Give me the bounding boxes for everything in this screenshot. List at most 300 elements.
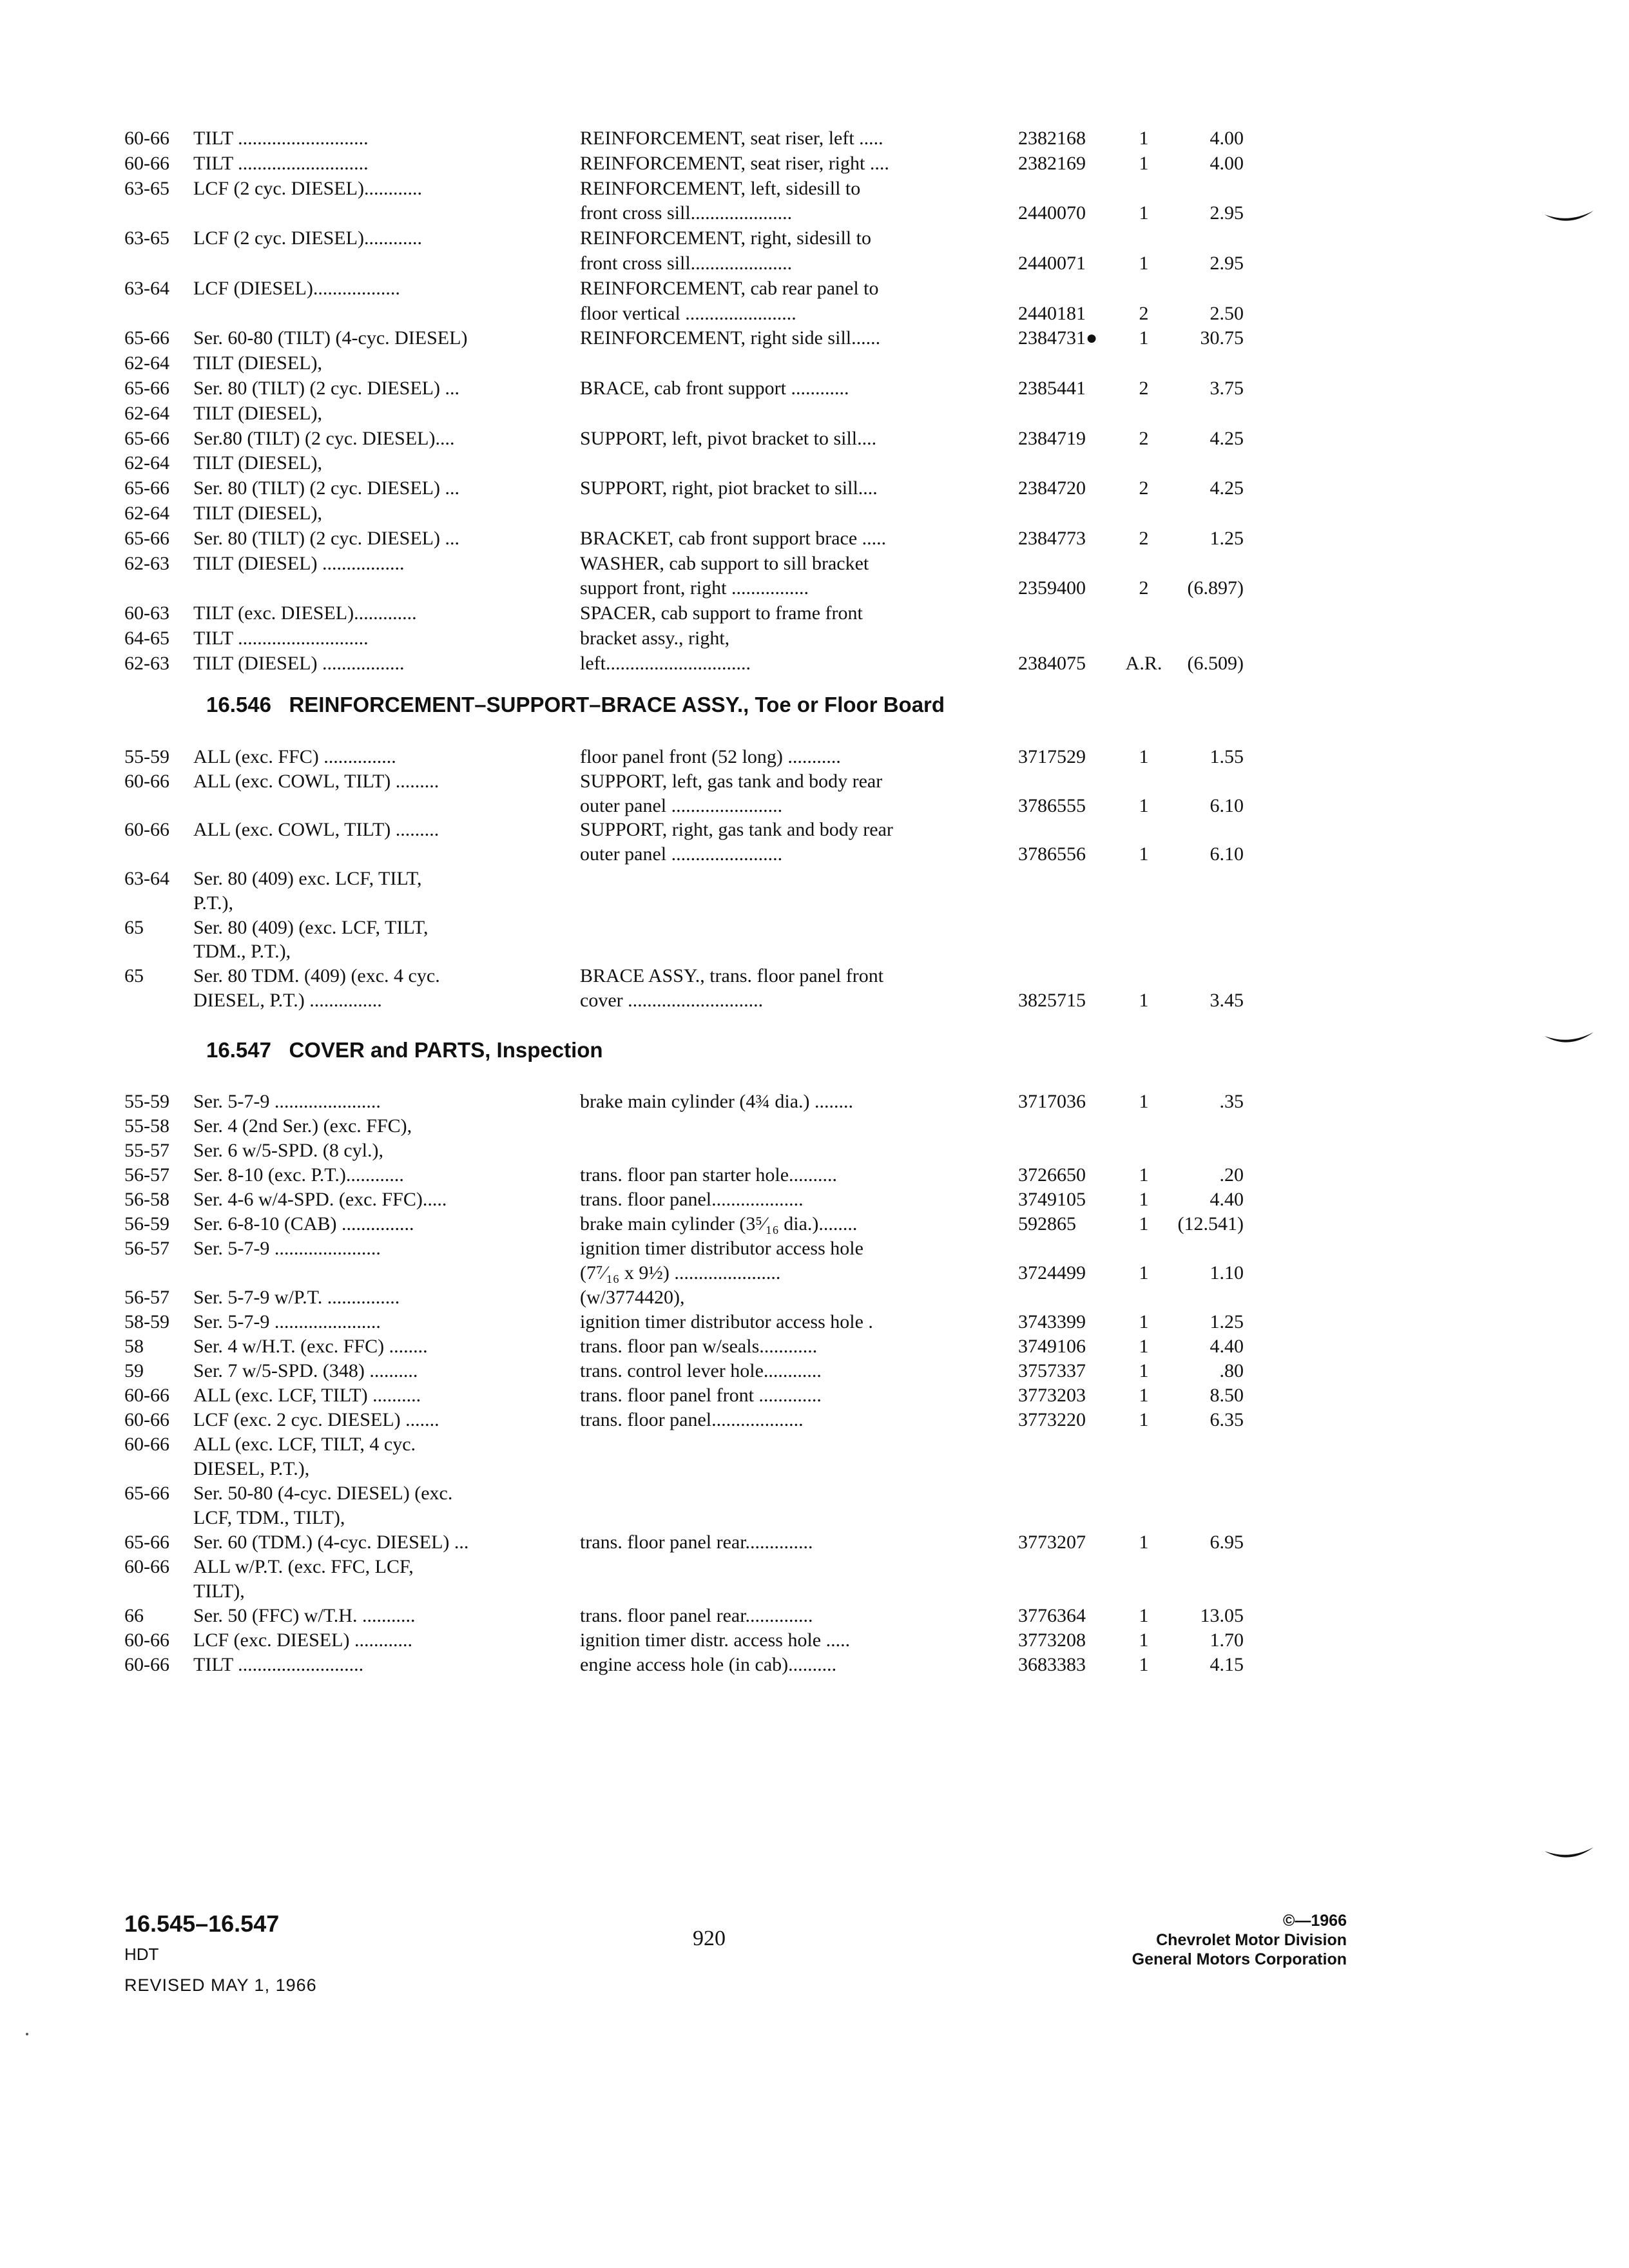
- series-applicability: TILT (DIESEL),: [193, 402, 322, 424]
- table-row: [0, 626, 1629, 651]
- table-row: [0, 1236, 1629, 1262]
- price: 1.10: [1210, 1262, 1244, 1283]
- year-range: 65-66: [124, 378, 169, 399]
- price: 2.95: [1210, 202, 1244, 224]
- price: 4.00: [1210, 152, 1244, 174]
- year-range: 62-64: [124, 503, 169, 524]
- part-description: BRACE, cab front support ............: [580, 378, 849, 399]
- part-description: floor vertical .......................: [580, 302, 796, 324]
- price: 1.70: [1210, 1629, 1244, 1651]
- series-applicability: Ser. 6 w/5-SPD. (8 cyl.),: [193, 1140, 383, 1161]
- year-range: 65: [124, 916, 144, 938]
- quantity: 1: [1139, 990, 1149, 1011]
- series-applicability: TILT (DIESEL) .................: [193, 552, 405, 574]
- table-row: [0, 1628, 1629, 1653]
- series-applicability: Ser. 8-10 (exc. P.T.)............: [193, 1164, 404, 1186]
- table-row: [0, 1407, 1629, 1433]
- part-description: REINFORCEMENT, right side sill......: [580, 327, 881, 349]
- part-number: 3717036: [1018, 1091, 1086, 1112]
- series-applicability: Ser. 80 (TILT) (2 cyc. DIESEL) ...: [193, 378, 459, 399]
- year-range: 56-57: [124, 1287, 169, 1308]
- table-row: [0, 1285, 1629, 1311]
- part-number: 3726650: [1018, 1164, 1086, 1186]
- part-description: trans. floor pan w/seals............: [580, 1336, 818, 1357]
- year-range: 60-66: [124, 152, 169, 174]
- part-number: 3749106: [1018, 1336, 1086, 1357]
- year-range: 56-57: [124, 1238, 169, 1259]
- series-applicability: ALL (exc. LCF, TILT, 4 cyc.: [193, 1434, 416, 1455]
- quantity: 1: [1139, 1654, 1149, 1675]
- quantity: 1: [1139, 327, 1149, 349]
- quantity: 1: [1139, 1605, 1149, 1626]
- part-description: trans. floor panel...................: [580, 1189, 804, 1210]
- year-range: 60-66: [124, 1556, 169, 1577]
- series-applicability: ALL (exc. FFC) ...............: [193, 746, 396, 767]
- part-number: 2382168: [1018, 128, 1086, 149]
- table-row: [0, 276, 1629, 302]
- part-description: REINFORCEMENT, left, sidesill to: [580, 177, 861, 199]
- part-description: WASHER, cab support to sill bracket: [580, 552, 869, 574]
- series-applicability: Ser. 50-80 (4-cyc. DIESEL) (exc.: [193, 1483, 453, 1504]
- table-row: [0, 151, 1629, 177]
- quantity: 1: [1139, 253, 1149, 274]
- series-applicability: TDM., P.T.),: [193, 941, 291, 963]
- table-row: [0, 1652, 1629, 1678]
- price: 3.45: [1210, 990, 1244, 1011]
- quantity: 2: [1139, 427, 1149, 449]
- series-applicability: TILT ...........................: [193, 128, 369, 149]
- table-row: [0, 426, 1629, 452]
- series-applicability: ALL (exc. COWL, TILT) .........: [193, 770, 439, 792]
- price: .80: [1219, 1360, 1244, 1381]
- part-description: outer panel .......................: [580, 843, 783, 865]
- year-range: 56-59: [124, 1213, 169, 1235]
- year-range: 63-65: [124, 227, 169, 249]
- table-row: [0, 1089, 1629, 1115]
- table-row: [0, 817, 1629, 843]
- year-range: 62-63: [124, 652, 169, 674]
- series-applicability: TILT ..........................: [193, 1654, 364, 1675]
- table-row: [0, 651, 1629, 677]
- section-title: REINFORCEMENT–SUPPORT–BRACE ASSY., Toe or Floor Board: [289, 693, 945, 716]
- series-applicability: LCF (exc. DIESEL) ............: [193, 1629, 412, 1651]
- table-row: [0, 915, 1629, 941]
- table-row: [0, 841, 1629, 867]
- part-description: brake main cylinder (4¾ dia.) ........: [580, 1091, 854, 1112]
- part-description: trans. floor panel rear..............: [580, 1605, 813, 1626]
- part-description: floor panel front (52 long) ...........: [580, 746, 841, 767]
- quantity: 1: [1139, 794, 1149, 816]
- quantity: A.R.: [1125, 652, 1162, 674]
- series-applicability: Ser. 5-7-9 w/P.T. ...............: [193, 1287, 400, 1308]
- part-description: front cross sill.....................: [580, 202, 793, 224]
- year-range: 65-66: [124, 527, 169, 549]
- year-range: 62-63: [124, 552, 169, 574]
- table-row: [0, 963, 1629, 989]
- table-row: [0, 1334, 1629, 1360]
- table-row: [0, 1554, 1629, 1580]
- series-applicability: LCF (exc. 2 cyc. DIESEL) .......: [193, 1409, 439, 1430]
- series-applicability: TILT (exc. DIESEL).............: [193, 602, 417, 624]
- table-row: [0, 551, 1629, 577]
- part-number: 2382169: [1018, 152, 1086, 174]
- year-range: 55-57: [124, 1140, 169, 1161]
- table-row: [0, 1505, 1629, 1531]
- table-row: [0, 1260, 1629, 1286]
- series-applicability: Ser. 4-6 w/4-SPD. (exc. FFC).....: [193, 1189, 447, 1210]
- quantity: 2: [1139, 477, 1149, 499]
- table-row: [0, 450, 1629, 476]
- series-applicability: P.T.),: [193, 892, 233, 914]
- year-range: 63-64: [124, 868, 169, 889]
- quantity: 2: [1139, 577, 1149, 599]
- part-description: SPACER, cab support to frame front: [580, 602, 863, 624]
- part-description: cover ............................: [580, 990, 764, 1011]
- division-name: Chevrolet Motor Division: [1156, 1931, 1347, 1949]
- price: .35: [1219, 1091, 1244, 1112]
- series-applicability: Ser. 60-80 (TILT) (4-cyc. DIESEL): [193, 327, 468, 349]
- series-applicability: ALL (exc. LCF, TILT) ..........: [193, 1385, 421, 1406]
- price: .20: [1219, 1164, 1244, 1186]
- year-range: 56-57: [124, 1164, 169, 1186]
- series-applicability: TILT ...........................: [193, 152, 369, 174]
- part-description: support front, right ................: [580, 577, 809, 599]
- footer-section-range: 16.545–16.547: [124, 1910, 280, 1937]
- series-applicability: TILT (DIESEL),: [193, 503, 322, 524]
- table-row: [0, 1432, 1629, 1457]
- series-applicability: DIESEL, P.T.),: [193, 1458, 310, 1479]
- part-description: trans. floor pan starter hole..........: [580, 1164, 838, 1186]
- series-applicability: TILT),: [193, 1581, 245, 1602]
- table-row: [0, 575, 1629, 601]
- footer-model: HDT: [124, 1945, 159, 1964]
- part-number: 2440070: [1018, 202, 1086, 224]
- quantity: 1: [1139, 1213, 1149, 1235]
- table-row: [0, 601, 1629, 626]
- table-row: [0, 1309, 1629, 1335]
- year-range: 55-59: [124, 1091, 169, 1112]
- price: (6.509): [1187, 652, 1244, 674]
- quantity: 1: [1139, 1532, 1149, 1553]
- part-description: SUPPORT, right, piot bracket to sill....: [580, 477, 878, 499]
- series-applicability: LCF (DIESEL)..................: [193, 277, 400, 299]
- series-applicability: Ser. 6-8-10 (CAB) ...............: [193, 1213, 414, 1235]
- part-number: 2384075: [1018, 652, 1086, 674]
- part-description: front cross sill.....................: [580, 253, 793, 274]
- year-range: 58-59: [124, 1311, 169, 1332]
- part-number: 2440071: [1018, 253, 1086, 274]
- footer-revised-date: REVISED MAY 1, 1966: [124, 1975, 317, 1995]
- quantity: 2: [1139, 527, 1149, 549]
- year-range: 60-66: [124, 1434, 169, 1455]
- table-row: [0, 1530, 1629, 1555]
- part-number: 3773207: [1018, 1532, 1086, 1553]
- copyright: ©—1966: [1282, 1912, 1347, 1930]
- series-applicability: Ser. 80 (TILT) (2 cyc. DIESEL) ...: [193, 477, 459, 499]
- quantity: 1: [1139, 843, 1149, 865]
- punch-mark-icon: [1543, 1846, 1595, 1865]
- part-number: 3749105: [1018, 1189, 1086, 1210]
- quantity: 1: [1139, 128, 1149, 149]
- price: 2.95: [1210, 253, 1244, 274]
- table-row: [0, 376, 1629, 401]
- part-number: 3776364: [1018, 1605, 1086, 1626]
- year-range: 65: [124, 965, 144, 987]
- table-row: [0, 251, 1629, 276]
- series-applicability: Ser. 4 (2nd Ser.) (exc. FFC),: [193, 1115, 412, 1137]
- series-applicability: Ser. 80 TDM. (409) (exc. 4 cyc.: [193, 965, 440, 987]
- part-description: REINFORCEMENT, right, sidesill to: [580, 227, 871, 249]
- series-applicability: TILT (DIESEL),: [193, 352, 322, 374]
- table-row: [0, 325, 1629, 351]
- part-description: REINFORCEMENT, cab rear panel to: [580, 277, 879, 299]
- series-applicability: LCF, TDM., TILT),: [193, 1507, 345, 1528]
- price: 4.40: [1210, 1336, 1244, 1357]
- quantity: 1: [1139, 1189, 1149, 1210]
- table-row: [0, 126, 1629, 151]
- table-row: [0, 526, 1629, 552]
- year-range: 56-58: [124, 1189, 169, 1210]
- table-row: [0, 1456, 1629, 1482]
- year-range: 60-63: [124, 602, 169, 624]
- punch-mark-icon: [1543, 209, 1595, 229]
- series-applicability: LCF (2 cyc. DIESEL)............: [193, 177, 422, 199]
- section-heading-16-546: [206, 691, 945, 719]
- page-number: 920: [693, 1927, 726, 1950]
- table-row: [0, 1113, 1629, 1139]
- quantity: 1: [1139, 202, 1149, 224]
- price: 30.75: [1200, 327, 1244, 349]
- part-description: (w/3774420),: [580, 1287, 685, 1308]
- part-number: 3773203: [1018, 1385, 1086, 1406]
- part-description: SUPPORT, left, pivot bracket to sill....: [580, 427, 877, 449]
- part-number: 2384773: [1018, 527, 1086, 549]
- series-applicability: Ser. 7 w/5-SPD. (348) ..........: [193, 1360, 418, 1381]
- quantity: 1: [1139, 1311, 1149, 1332]
- year-range: 60-66: [124, 128, 169, 149]
- series-applicability: Ser. 80 (409) exc. LCF, TILT,: [193, 868, 422, 889]
- table-row: [0, 744, 1629, 770]
- year-range: 55-58: [124, 1115, 169, 1137]
- price: 4.40: [1210, 1189, 1244, 1210]
- series-applicability: Ser. 80 (409) (exc. LCF, TILT,: [193, 916, 429, 938]
- price: 6.95: [1210, 1532, 1244, 1553]
- year-range: 63-65: [124, 177, 169, 199]
- corporation-name: General Motors Corporation: [1132, 1950, 1347, 1968]
- part-description: trans. floor panel front .............: [580, 1385, 822, 1406]
- part-number: 3743399: [1018, 1311, 1086, 1332]
- quantity: 2: [1139, 378, 1149, 399]
- year-range: 60-66: [124, 770, 169, 792]
- price: 1.55: [1210, 746, 1244, 767]
- year-range: 66: [124, 1605, 144, 1626]
- table-row: [0, 176, 1629, 202]
- year-range: 62-64: [124, 402, 169, 424]
- series-applicability: Ser. 80 (TILT) (2 cyc. DIESEL) ...: [193, 527, 459, 549]
- quantity: 1: [1139, 1629, 1149, 1651]
- table-row: [0, 890, 1629, 916]
- part-number: 3683383: [1018, 1654, 1086, 1675]
- price: 13.05: [1200, 1605, 1244, 1626]
- part-number: 3825715: [1018, 990, 1086, 1011]
- year-range: 65-66: [124, 1483, 169, 1504]
- quantity: 1: [1139, 1164, 1149, 1186]
- table-row: [0, 1358, 1629, 1384]
- part-description: REINFORCEMENT, seat riser, left .....: [580, 128, 883, 149]
- price: 4.25: [1210, 427, 1244, 449]
- year-range: 64-65: [124, 628, 169, 649]
- series-applicability: Ser. 5-7-9 ......................: [193, 1238, 381, 1259]
- table-row: [0, 200, 1629, 226]
- year-range: 62-64: [124, 352, 169, 374]
- part-description: SUPPORT, right, gas tank and body rear: [580, 819, 893, 841]
- part-number: 2384720: [1018, 477, 1086, 499]
- part-description: ignition timer distr. access hole .....: [580, 1629, 851, 1651]
- price: 4.00: [1210, 128, 1244, 149]
- year-range: 60-66: [124, 1629, 169, 1651]
- series-applicability: Ser. 5-7-9 ......................: [193, 1091, 381, 1112]
- price: 3.75: [1210, 378, 1244, 399]
- series-applicability: TILT ...........................: [193, 628, 369, 649]
- part-description: ignition timer distributor access hole .: [580, 1311, 873, 1332]
- year-range: 62-64: [124, 452, 169, 474]
- part-number: 2384731●: [1018, 327, 1098, 349]
- part-description: outer panel .......................: [580, 794, 783, 816]
- quantity: 1: [1139, 1091, 1149, 1112]
- table-row: [0, 1187, 1629, 1213]
- series-applicability: TILT (DIESEL) .................: [193, 652, 405, 674]
- table-row: [0, 866, 1629, 892]
- part-number: 2384719: [1018, 427, 1086, 449]
- table-row: [0, 1138, 1629, 1164]
- part-description: ignition timer distributor access hole: [580, 1238, 863, 1259]
- series-applicability: Ser. 4 w/H.T. (exc. FFC) ........: [193, 1336, 428, 1357]
- price: 6.10: [1210, 794, 1244, 816]
- part-description: trans. control lever hole............: [580, 1360, 822, 1381]
- part-number: 3724499: [1018, 1262, 1086, 1283]
- section-number: 16.547: [206, 1038, 271, 1062]
- series-applicability: TILT (DIESEL),: [193, 452, 322, 474]
- table-row: [0, 939, 1629, 965]
- punch-mark-icon: [1543, 1031, 1595, 1050]
- year-range: 58: [124, 1336, 144, 1357]
- price: 6.10: [1210, 843, 1244, 865]
- table-row: [0, 226, 1629, 251]
- part-number: 3786555: [1018, 794, 1086, 816]
- year-range: 65-66: [124, 327, 169, 349]
- part-description: brake main cylinder (3⁵⁄₁₆ dia.)........: [580, 1213, 858, 1235]
- table-row: [0, 1579, 1629, 1604]
- series-applicability: Ser. 50 (FFC) w/T.H. ...........: [193, 1605, 416, 1626]
- price: 2.50: [1210, 302, 1244, 324]
- table-row: [0, 793, 1629, 819]
- part-description: BRACE ASSY., trans. floor panel front: [580, 965, 884, 987]
- table-row: [0, 1603, 1629, 1629]
- year-range: 60-66: [124, 1409, 169, 1430]
- year-range: 65-66: [124, 477, 169, 499]
- part-number: 2385441: [1018, 378, 1086, 399]
- quantity: 1: [1139, 152, 1149, 174]
- part-description: (7⁷⁄₁₆ x 9½) ......................: [580, 1262, 781, 1283]
- table-row: [0, 401, 1629, 427]
- quantity: 1: [1139, 1262, 1149, 1283]
- series-applicability: Ser.80 (TILT) (2 cyc. DIESEL)....: [193, 427, 455, 449]
- quantity: 1: [1139, 746, 1149, 767]
- quantity: 1: [1139, 1336, 1149, 1357]
- price: 6.35: [1210, 1409, 1244, 1430]
- series-applicability: DIESEL, P.T.) ...............: [193, 990, 382, 1011]
- part-description: BRACKET, cab front support brace .....: [580, 527, 887, 549]
- section-number: 16.546: [206, 693, 271, 716]
- table-row: [0, 351, 1629, 376]
- section-heading-16-547: [206, 1036, 603, 1064]
- part-number: 2440181: [1018, 302, 1086, 324]
- year-range: 55-59: [124, 746, 169, 767]
- table-row: [0, 476, 1629, 501]
- price: 4.15: [1210, 1654, 1244, 1675]
- price: 4.25: [1210, 477, 1244, 499]
- year-range: 60-66: [124, 819, 169, 841]
- part-number: 3717529: [1018, 746, 1086, 767]
- quantity: 1: [1139, 1360, 1149, 1381]
- part-number: 3773208: [1018, 1629, 1086, 1651]
- quantity: 2: [1139, 302, 1149, 324]
- table-row: [0, 1383, 1629, 1408]
- year-range: 60-66: [124, 1385, 169, 1406]
- series-applicability: Ser. 5-7-9 ......................: [193, 1311, 381, 1332]
- part-description: trans. floor panel rear..............: [580, 1532, 813, 1553]
- part-number: 3773220: [1018, 1409, 1086, 1430]
- price: 1.25: [1210, 527, 1244, 549]
- part-description: bracket assy., right,: [580, 628, 730, 649]
- quantity: 1: [1139, 1409, 1149, 1430]
- footer-copyright-block: [1132, 1911, 1347, 1969]
- table-row: [0, 1162, 1629, 1188]
- part-number: 2359400: [1018, 577, 1086, 599]
- series-applicability: ALL w/P.T. (exc. FFC, LCF,: [193, 1556, 414, 1577]
- part-description: engine access hole (in cab)..........: [580, 1654, 837, 1675]
- part-description: SUPPORT, left, gas tank and body rear: [580, 770, 883, 792]
- table-row: [0, 301, 1629, 327]
- series-applicability: ALL (exc. COWL, TILT) .........: [193, 819, 439, 841]
- quantity: 1: [1139, 1385, 1149, 1406]
- series-applicability: Ser. 60 (TDM.) (4-cyc. DIESEL) ...: [193, 1532, 469, 1553]
- series-applicability: LCF (2 cyc. DIESEL)............: [193, 227, 422, 249]
- table-row: [0, 501, 1629, 526]
- year-range: 63-64: [124, 277, 169, 299]
- part-number: 3757337: [1018, 1360, 1086, 1381]
- part-description: REINFORCEMENT, seat riser, right ....: [580, 152, 889, 174]
- price: 8.50: [1210, 1385, 1244, 1406]
- speck: [26, 2033, 28, 2035]
- table-row: [0, 1481, 1629, 1506]
- part-number: 3786556: [1018, 843, 1086, 865]
- price: (12.541): [1177, 1213, 1244, 1235]
- table-row: [0, 988, 1629, 1014]
- table-row: [0, 1211, 1629, 1237]
- year-range: 60-66: [124, 1654, 169, 1675]
- part-description: trans. floor panel...................: [580, 1409, 804, 1430]
- part-description: left..............................: [580, 652, 751, 674]
- price: (6.897): [1187, 577, 1244, 599]
- year-range: 65-66: [124, 427, 169, 449]
- year-range: 59: [124, 1360, 144, 1381]
- year-range: 65-66: [124, 1532, 169, 1553]
- part-number: 592865: [1018, 1213, 1076, 1235]
- table-row: [0, 769, 1629, 794]
- section-title: COVER and PARTS, Inspection: [289, 1038, 603, 1062]
- price: 1.25: [1210, 1311, 1244, 1332]
